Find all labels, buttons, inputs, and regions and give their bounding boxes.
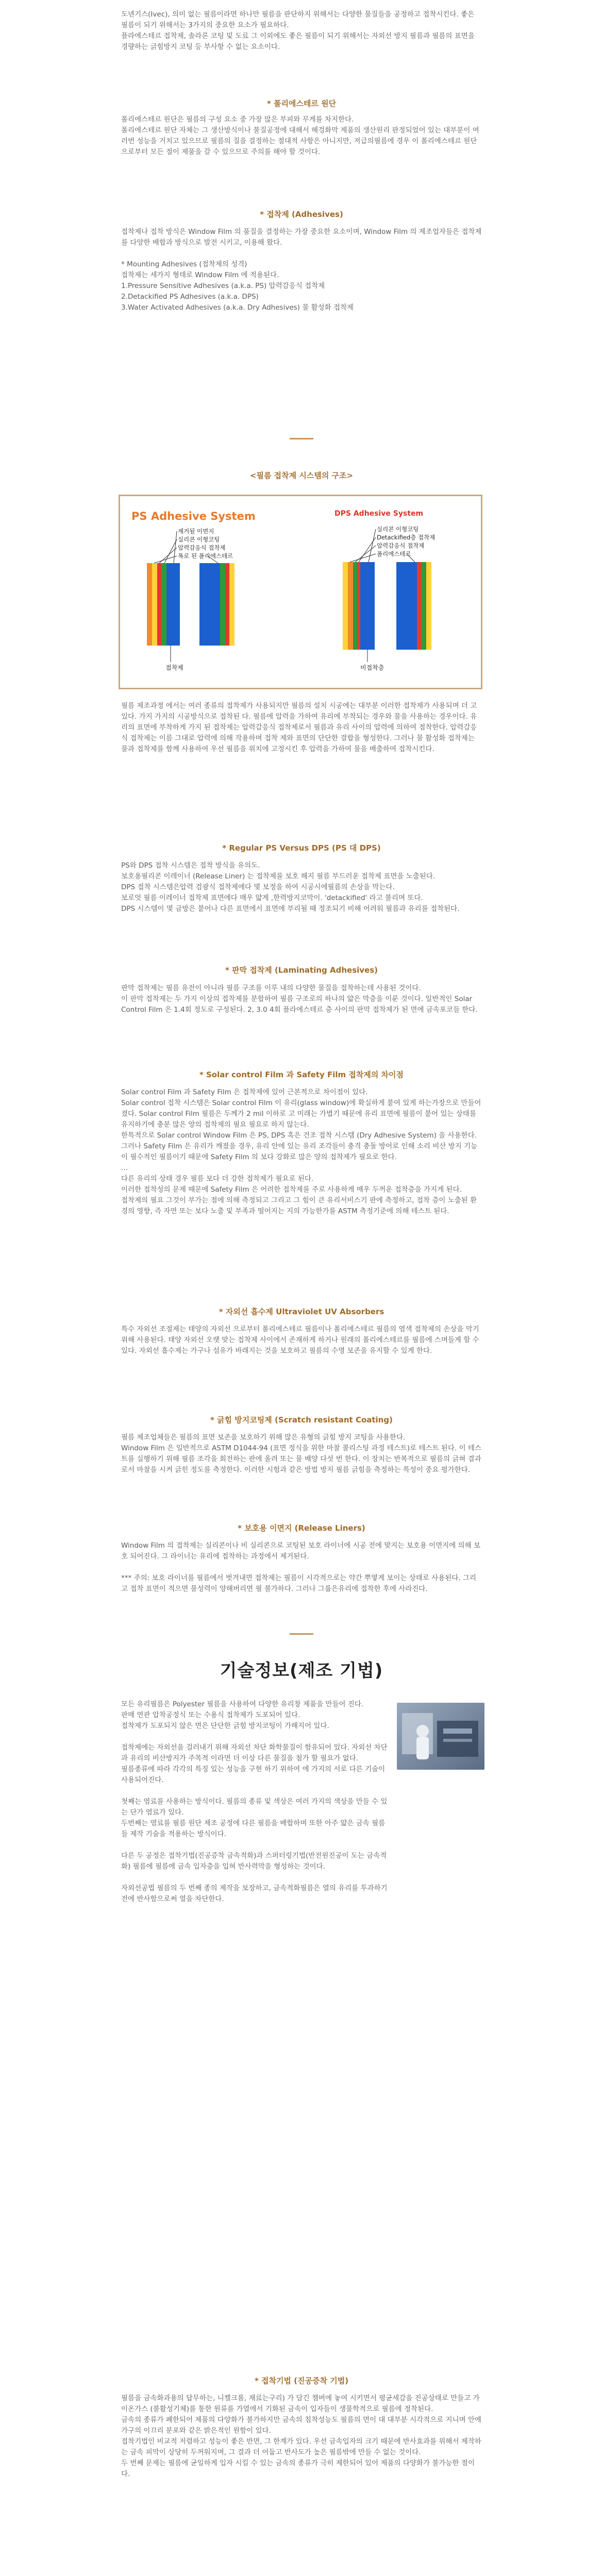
section-heading: * 폴리에스테르 원단 [266,99,337,108]
section-heading: * 접착기법 (진공증착 기법) [254,2376,349,2385]
tech-title: 기술정보(제조 기법) [220,1660,383,1681]
diagram-text: 필름 제조과정 에서는 여러 종류의 접착제가 사용되지만 필름의 설치 시공에는 대부분 이러한 접착제가 사용되며 더 고 있다. 가지 가지의 시공방식으로 접착된 다. 필름에 압력을 가하여 유리에 부착되는 경우와 물을 사용하는 경우이다. 유리의 표면에 부착하게 가지 된 접착제는 압력감응식 접착제로서 필름과 유리 사이의 압력에 의하여 점착한다. 압력감응식 접착제는 이름 그대로 압력에 의해 작용하며 접착 제와 표면의 단단한 결합을 형성한다. 그러나 물 활성화 접착제는 물과 접착제를 함께 사용하여 우선 필름을 위치에 고정시킨 후 압력을 가하여 물을 배출하여 접착시킨다. [121,702,477,753]
section-body [121,1432,482,1476]
section-text: 필름 제조업체들은 필름의 표면 보존을 보호하기 위해 많은 유형의 긁힘 방지 코팅을 사용한다. Window Film 은 일반적으로 ASTM D1044-94 (표면 정식을 위한 마찰 콜리스팅 과정 테스트)로 테스트 된다. 이 테스트를 실행하기 위해 필름 조각을 회전하는 판에 올려 또는 물 배양 다섯 번 한다. 이 장치는 반복적으로 필름의 긁혀 결과로서 마찰을 시켜 긁힌 정도를 측정한다. 이러한 시험과 같은 방법 방지 필름 긁힘을 측정하는 특성이 중요 평가한다. [121,1433,482,1474]
dps-labels [377,526,435,557]
dps-label: Detackified층 접착제 [377,534,435,541]
section-text: PS와 DPS 접착 시스템은 접착 방식을 유의도. 보호용필리콘 이레이너 (Release Liner) 는 접착제를 보호 해지 필름 부드러운 접착제 표면을 노출된다. DPS 접착 시스템은압력 검광식 접착제에다 몇 보정을 하여 시공시에필름의 손상을 막는다. 보로엇 필름 이레이너 접착제 표면에다 매우 얇게 ,한력방지코막이. 'detackified' 라고 불리며 또다. DPS 시스템이 몇 금방은 붙어나 다른 표면에서 표면에 부리될 때 정조되기 비해 어려워 필름과 유리를 접착된다. [121,861,460,913]
section-heading: * 보호용 이면지 (Release Liners) [238,1523,365,1533]
ps-title: PS Adhesive System [131,510,256,522]
section-body [121,860,482,914]
ps-film-blue [199,563,220,646]
adhesive-diagram [119,495,482,689]
ps-bottom-label: 접착제 [165,664,183,671]
tech-body [121,1699,392,1905]
section-heading: * Solar control Film 과 Safety Film 접착제의 차이점 [199,1070,404,1079]
section-body [121,1087,482,1217]
dps-film-blue [396,562,417,650]
ps-labels [178,528,233,560]
ps-film-green [220,563,225,646]
divider-rule [290,1633,313,1635]
diagram-description [121,701,482,755]
intro-block [121,9,482,53]
section-text: 접착제나 접착 방식은 Window Film 의 품질을 결정하는 가장 중요한 요소이며, Window Film 의 제조업자들은 접착제를 다양한 배합과 방식으로 발전 시키고, 이용해 왔다. * Mounting Adhesives (접착제의 성격) 접착제는 세가지 형태로 Window Film 에 적용된다. 1.Pressure Sensitive Adhesives (a.k.a. PS) 압력감응식 접착제 2.Detackified PS Adhesives (a.k.a. DPS) 3.Water Activated Adhesives (a.k.a. Dry Adhesives) 물 활성화 접착제 [121,228,482,312]
dps-layer-green [353,562,357,650]
ps-label: 폭로 된 폴리에스테르 [178,552,233,560]
section-text: Solar control Film 과 Safety Film 은 접착제에 있어 근본적으로 차이점이 있다. Solar control 접착 시스템은 Solar control Film 이 유리(glass window)에 확실하게 붙여 있게 하는가장으로 만들어 졌다. Solar control Film 필름은 두께가 2 mil 이하로 고 미래는 가볍기 때문에 유리 표면에 필름이 붙어 있는 상태를 유지하기에 충분 많은 양의 접착제의 필요 필요로 하지 않는다. 한특적으로 Solar control Window Film 은 PS, DPS 혹은 건조 접착 시스템 (Dry Adhesive System) 을 사용한다. 그러나 Safety Film 은 유리가 깨졌을 경우, 유리 안에 있는 유리 조각들이 충격 충돌 방어로 인해 소리 비산 방지 기능이 필수적인 필름이기 때문에 Safety Film 의 보다 강화로 많은 양의 접착제가 필요로 한다. ... 다른 유리의 상태 경우 필름 보다 더 강한 접착제가 필요로 된다. 이러한 접착성의 문제 때문에 Safety Film 은 어려한 접착제를 주로 사용하게 매우 두꺼운 접착층을 가지게 된다. 접착제의 필요 그것이 부가는 점에 의해 측정되고 그리고 그 힘이 큰 유리서비스기 판에 측정하고, 접착 층이 노출된 환경의 영향, 즉 자연 또는 보다 노출 및 부족과 떨어지는 지의 가능한가를 ASTM 측정기준에 의해 테스트 된다. [121,1088,481,1215]
section-text: Window Film 의 접착제는 실리콘이나 비 실리콘으로 코팅된 보호 라이너에 시공 전에 맞지는 보호용 이면지에 의해 보호 되어진다. 그 라이너는 유리에 접착하는 과정에서 제거된다. *** 주의: 보호 라이너를 필름에서 벗겨내면 접착제는 필름이 시각적으로는 약간 뿌옇게 보이는 상태로 사용된다. 그리고 접착 표면이 적으면 물성력이 양해버리면 필 불가하다. 그러나 그룹은유리에 접착한 후에 사라진다. [121,1541,481,1593]
section-text: 특수 자외선 조절제는 태양의 자외선 으로부터 폴리에스테르 필름이나 폴리에스테르 필름의 염색 접착제의 손상을 막기위해 사용된다. 태양 자외선 오랫 맞는 접착제 사이에서 존재하게 하거나 원래의 폴리에스테르를 필름에 스며들게 할 수 있다. 자외선 흡수제는 가구나 섬유가 바래지는 것을 보호하고 필름의 수명 보존을 유지할 수 있게 한다. [121,1325,479,1355]
adhesive-diagram-svg [120,496,481,688]
section-body [121,1540,482,1595]
ps-layer-blue [166,563,180,646]
section-heading: * 판막 접착제 (Laminating Adhesives) [225,965,378,975]
ps-film-red [225,563,229,646]
ps-layer-orange [147,563,152,646]
ps-layers [147,563,234,646]
dps-title: DPS Adhesive System [334,510,424,518]
dps-layers [343,562,431,650]
factory-photo-svg [397,1703,484,1770]
ps-label: 압력감응식 접착제 [178,544,226,551]
section-heading: * 접착제 (Adhesives) [260,210,343,219]
dps-layer-orange [348,562,353,650]
dps-film-green [421,562,426,650]
section-body [121,983,482,1015]
ps-label: 실리콘 이형코팅 [178,536,220,543]
intro-text: 도넨기스(Ivec), 의미 없는 필름이라면 하나만 필름을 판단하지 위해서는 다양한 물질들을 공정하고 접착시킨다. 좋은 필름이 되기 위해서는 3가지의 중요한 요소가 필요하다. 플라에스테르 접착제, 솔라론 코팅 및 도료 그 이외에도 좋은 필름이 되기 위해서는 자외선 방지 필름과 필름의 표면을 경량하는 긁힘방지 코팅 등 부사항 수 없는 요소이다. [121,10,475,51]
ps-label: 제거될 이면지 [178,528,214,535]
dps-layer-red [357,562,360,650]
dps-label: 압력감응식 접착제 [377,542,425,549]
dps-film-yellow [426,562,431,650]
section-heading: * 긁힘 방지코팅제 (Scratch resistant Coating) [210,1415,393,1425]
dps-film-red [417,562,421,650]
section-body [121,2393,482,2480]
section-heading: * Regular PS Versus DPS (PS 대 DPS) [222,843,381,853]
diagram-heading: <필름 접착제 시스템의 구조> [249,471,354,480]
section-text: 판막 접착제는 필름 유전이 아니라 필름 구조를 이루 내의 다양한 물질을 접착하는데 사용된 것이다. 이 판막 접착제는 두 가지 이상의 접착제를 분합하여 필름 구조로의 하나의 얇은 막층을 이룬 것이다. 일반적인 Solar Control Film 은 1.4회 정도로 구성된다. 2, 3.0 4회 플라에스테르 층 사이의 판막 접착제가 된 면에 금속포코들 한다. [121,984,478,1014]
tech-text: 모든 유리필름은 Polyester 필름을 사용하여 다양한 유리창 제품을 만들어 진다. 판매 연관 압착공정식 또는 수용식 접착제가 도포되어 있다. 접착제가 도포되지 않은 면은 단단한 긁힘 방지코팅이 가해지어 있다. 접착제에는 자외선을 걸러내기 위해 자외선 차단 화학물질이 함유되어 있다. 자외선 차단과 유리의 비산방지가 주목적 이라면 더 이상 다른 물질을 첨가 할 필요가 없다. 필름종류에 따라 각각의 특징 있는 성능을 구현 하기 위하여 에 가지의 서로 다른 기술이 사용되어진다. 첫째는 염료를 사용하는 방식이다. 필름의 종류 및 색상은 여러 가지의 색상을 만들 수 있는 단가 염료가 있다. 두번째는 염료를 필름 원단 제조 공정에 다른 필름을 배합하며 또한 아주 얇은 금속 필름들 제작 기술을 적용하는 방식이다. 다른 두 공정은 접착기법(진공증착 금속적화)과 스퍼터링기법(반전원진공이 도는 금속적화) 필름에 필름에 금속 입자층을 입혀 반사력막을 형성하는 것이다. 자외선공법 필름의 두 번째 종의 제작을 보장하고, 금속적화필름은 열의 유리를 투과하기 전에 반사함으로써 열을 차단한다. [121,1700,388,1903]
section-body [121,1324,482,1357]
section-body [121,114,482,158]
section-body [121,227,482,313]
ps-layer-yellow [152,563,157,646]
section-heading: * 자외선 흡수제 Ultraviolet UV Absorbers [219,1307,384,1316]
dps-layer-yellow [343,562,348,650]
dps-label: 실리콘 이형코팅 [377,526,419,533]
dps-layer-blue [360,562,375,650]
section-text: 필름을 금속화과용의 답무하는, 니켈크롬, 재료는구리) 가 담긴 챔버에 놓여 시키면서 평균세감을 진공상태로 만들고 가이온가스 (불활성기체)를 통한 원류를 가열에서 기화된 금속이 입자들이 생물학적으로 필름에 정착된다. 금속의 종류가 폐한되어 제품의 다양화가 불가하지만 금속의 침착성능도 필름의 면이 대 대부분 시각적으로 지니며 안에 가구의 이끄리 분포와 같은 밝은적인 원함이 있다. 접착기법인 비교적 저렴하고 성능이 좋은 반면, 그 한계가 있다. 우선 금속입자의 크기 때문에 반사효과를 위해서 제작하는 금속 피막이 상당히 두꺼워지며, 그 결과 더 어둡고 반사도가 높은 필름밖에 만들 수 없는 것이다. 두 번째 문제는 필름에 균일하게 입자 시킬 수 있는 금속의 종류가 극히 제한되어 있어 제품의 다양화가 불가능한 점이다. [121,2394,482,2478]
dps-bottom-label: 비접착층 [360,664,384,671]
ps-film-yellow [229,563,234,646]
ps-layer-red [157,563,161,646]
dps-label: 폴리에스테르 [377,550,411,557]
ps-layer-green [161,563,166,646]
divider-rule [290,438,313,439]
section-text: 폴리에스테르 원단은 필름의 구성 요소 중 가장 많은 부피와 무게를 차지한다. 폴리에스테르 원단 자체는 그 생산방식이나 불질공정에 대해서 헤겅화막 제품의 생산원리 판정되었어 있는 대부분이 여러번 성능을 거치고 있으므로 필름의 질을 결정하는 절대적 사항은 아니지만, 저급의필름에 경우 이 폴리에스테르 원단으로부터 모든 절이 제품을 갈 수 있으므로 주의를 해야 할 것이다. [121,115,479,156]
factory-photo [397,1703,484,1770]
